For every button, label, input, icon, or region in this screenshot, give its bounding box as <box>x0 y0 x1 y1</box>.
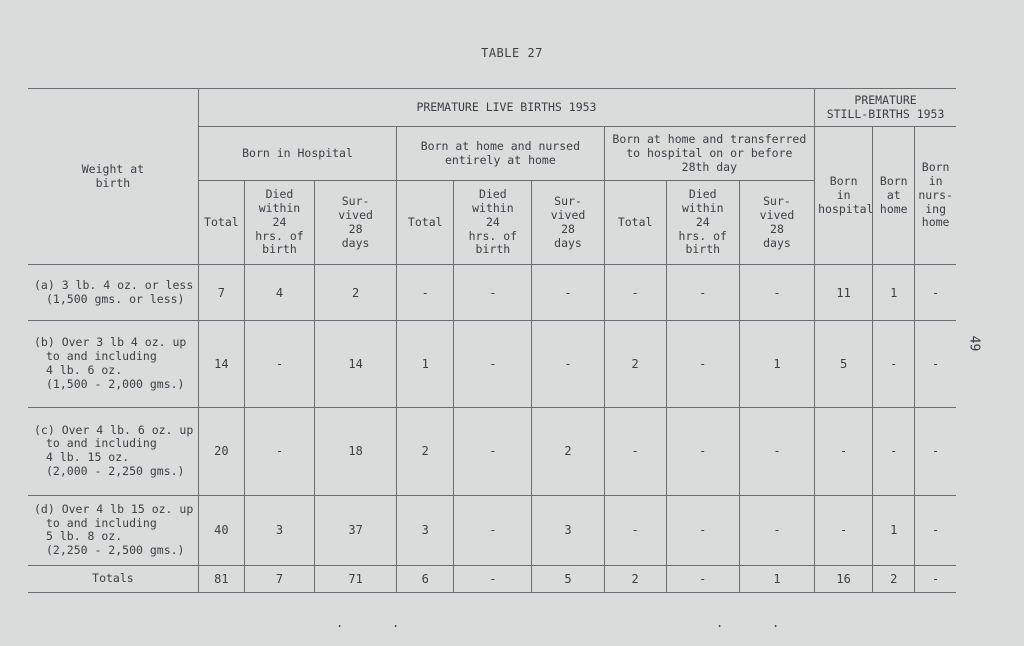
table-cell: - <box>915 495 956 565</box>
row-label <box>28 265 198 321</box>
table-cell: - <box>604 407 666 495</box>
table-cell: - <box>454 495 532 565</box>
table-cell: 1 <box>739 321 814 407</box>
table-cell: - <box>666 321 739 407</box>
still-births-header: PREMATURE STILL-BIRTHS 1953 <box>815 89 956 127</box>
totals-cell: 81 <box>198 565 244 592</box>
table-cell: 3 <box>397 495 454 565</box>
footer-dot: . <box>772 616 780 630</box>
table-row <box>28 265 956 321</box>
table-row <box>28 321 956 407</box>
footer-dot: . <box>392 616 400 630</box>
table-cell: 2 <box>532 407 604 495</box>
still-home-header: Born at home <box>873 127 915 265</box>
table-cell: - <box>244 407 314 495</box>
row-label <box>28 407 198 495</box>
table-cell: 4 <box>244 265 314 321</box>
table-cell: 14 <box>315 321 397 407</box>
totals-cell: 2 <box>873 565 915 592</box>
row-label-line: (d) Over 4 lb 15 oz. up <box>34 501 194 516</box>
table-cell: - <box>532 265 604 321</box>
footer-dot: . <box>716 616 724 630</box>
table-cell: - <box>739 407 814 495</box>
totals-cell: 7 <box>244 565 314 592</box>
table-cell: - <box>666 407 739 495</box>
table-cell: 5 <box>815 321 873 407</box>
table-cell: 2 <box>604 321 666 407</box>
table-cell: - <box>454 321 532 407</box>
table-cell: 11 <box>815 265 873 321</box>
table-cell: 40 <box>198 495 244 565</box>
table-cell: - <box>815 407 873 495</box>
row-label-line: 4 lb. 15 oz. <box>46 450 130 465</box>
table-cell: - <box>873 407 915 495</box>
weight-header: Weight at birth <box>81 161 145 190</box>
hospital-died-header: Died within 24 hrs. of birth <box>244 181 314 265</box>
totals-row <box>28 565 956 592</box>
table-cell: - <box>915 265 956 321</box>
transferred-survived-header: Sur- vived 28 days <box>739 181 814 265</box>
hospital-survived-header: Sur- vived 28 days <box>315 181 397 265</box>
table-title: TABLE 27 <box>481 46 543 60</box>
table-cell: - <box>454 407 532 495</box>
home-died-header: Died within 24 hrs. of birth <box>454 181 532 265</box>
table-cell: - <box>666 265 739 321</box>
table-cell: 3 <box>532 495 604 565</box>
row-label-line: (1,500 gms. or less) <box>46 291 185 306</box>
table-cell: - <box>604 265 666 321</box>
table-cell: - <box>739 495 814 565</box>
totals-cell: - <box>454 565 532 592</box>
totals-cell: - <box>915 565 956 592</box>
table-cell: - <box>915 407 956 495</box>
row-label-line: (c) Over 4 lb. 6 oz. up <box>34 422 194 437</box>
totals-cell: 2 <box>604 565 666 592</box>
table-cell: 1 <box>873 495 915 565</box>
row-label-line: to and including <box>46 349 157 364</box>
row-label-line: to and including <box>46 515 157 530</box>
born-home-transferred-header: Born at home and transferred to hospital on or before 28th day <box>604 127 815 181</box>
totals-cell: 71 <box>315 565 397 592</box>
row-label-line: (2,000 - 2,250 gms.) <box>46 463 185 478</box>
table-cell: - <box>244 321 314 407</box>
hospital-total-header: Total <box>198 181 244 265</box>
born-home-header: Born at home and nursed entirely at home <box>397 127 604 181</box>
still-nursing-header: Born in nurs- ing home <box>915 127 956 265</box>
row-label <box>28 495 198 565</box>
table-cell: 1 <box>873 265 915 321</box>
page-number: 49 <box>966 335 982 352</box>
table-cell: - <box>915 321 956 407</box>
table-cell: 3 <box>244 495 314 565</box>
table-cell: - <box>454 265 532 321</box>
table-cell: 18 <box>315 407 397 495</box>
transferred-died-header: Died within 24 hrs. of birth <box>666 181 739 265</box>
row-label-line: (1,500 - 2,000 gms.) <box>46 376 185 391</box>
totals-cell: 6 <box>397 565 454 592</box>
table-cell: - <box>604 495 666 565</box>
table-row <box>28 407 956 495</box>
born-hospital-header: Born in Hospital <box>198 127 396 181</box>
table-row <box>28 495 956 565</box>
table-cell: 1 <box>397 321 454 407</box>
still-hospital-header: Born in hospital <box>815 127 873 265</box>
premature-births-table <box>28 88 956 593</box>
table-cell: - <box>666 495 739 565</box>
table-cell: 2 <box>315 265 397 321</box>
table-cell: 7 <box>198 265 244 321</box>
totals-cell: 5 <box>532 565 604 592</box>
home-survived-header: Sur- vived 28 days <box>532 181 604 265</box>
table-cell: 14 <box>198 321 244 407</box>
totals-cell: 1 <box>739 565 814 592</box>
footer-dot: . <box>336 616 344 630</box>
weight-header-cell <box>28 89 198 265</box>
row-label-line: (a) 3 lb. 4 oz. or less <box>34 278 194 293</box>
totals-cell: 16 <box>815 565 873 592</box>
table-cell: - <box>739 265 814 321</box>
table-cell: - <box>815 495 873 565</box>
transferred-total-header: Total <box>604 181 666 265</box>
row-label-line: 4 lb. 6 oz. <box>46 363 123 377</box>
table-cell: 20 <box>198 407 244 495</box>
table-cell: - <box>397 265 454 321</box>
row-label-line: 5 lb. 8 oz. <box>46 529 123 544</box>
table-cell: 37 <box>315 495 397 565</box>
totals-cell: - <box>666 565 739 592</box>
row-label <box>28 321 198 407</box>
row-label-line: (2,250 - 2,500 gms.) <box>46 543 185 558</box>
row-label-line: (b) Over 3 lb 4 oz. up <box>34 335 187 350</box>
row-label-line: to and including <box>46 436 157 451</box>
totals-label: Totals <box>28 565 198 592</box>
table-cell: - <box>873 321 915 407</box>
home-total-header: Total <box>397 181 454 265</box>
table-cell: 2 <box>397 407 454 495</box>
table-cell: - <box>532 321 604 407</box>
live-births-header: PREMATURE LIVE BIRTHS 1953 <box>198 89 814 127</box>
